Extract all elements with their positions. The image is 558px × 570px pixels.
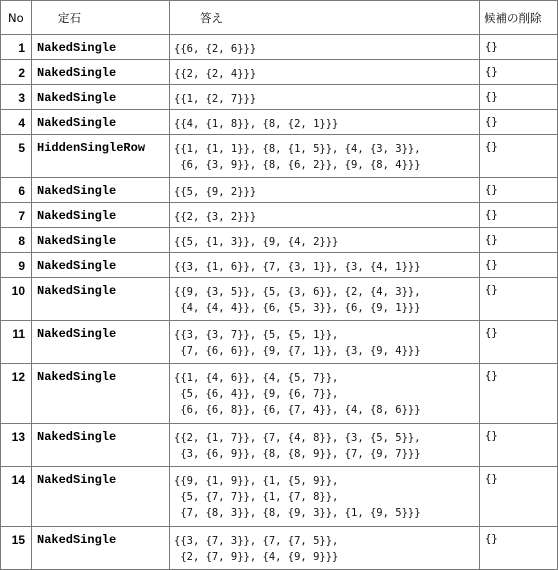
- joseki-name: NakedSingle: [32, 527, 170, 570]
- table-body: [1, 35, 558, 570]
- row-number: 13: [1, 424, 32, 467]
- elimination-cell: {}: [480, 321, 558, 364]
- elimination-cell: {}: [480, 527, 558, 570]
- answer-line: {7, {6, 6}}, {9, {7, 1}}, {3, {9, 4}}}: [174, 345, 421, 357]
- answer-line: {{1, {1, 1}}, {8, {1, 5}}, {4, {3, 3}},: [174, 143, 421, 155]
- answer-line: {{1, {4, 6}}, {4, {5, 7}},: [174, 372, 339, 384]
- row-number: 6: [1, 178, 32, 203]
- answer-line: {6, {6, 8}}, {6, {7, 4}}, {4, {8, 6}}}: [174, 404, 421, 416]
- table-row: [1, 253, 558, 278]
- answer-line: {2, {7, 9}}, {4, {9, 9}}}: [174, 551, 339, 563]
- table-row: [1, 178, 558, 203]
- joseki-name: NakedSingle: [32, 253, 170, 278]
- answer-line: {{3, {1, 6}}, {7, {3, 1}}, {3, {4, 1}}}: [174, 261, 421, 273]
- answer-cell: [170, 424, 480, 467]
- joseki-name: NakedSingle: [32, 424, 170, 467]
- table-row: [1, 60, 558, 85]
- elimination-cell: {}: [480, 364, 558, 424]
- table-row: [1, 203, 558, 228]
- answer-cell: [170, 253, 480, 278]
- row-number: 2: [1, 60, 32, 85]
- table-row: [1, 228, 558, 253]
- answer-cell: [170, 467, 480, 527]
- answer-cell: [170, 321, 480, 364]
- header-elimination: 候補の削除: [480, 1, 558, 35]
- header-joseki: 定石: [32, 1, 170, 35]
- answer-cell: [170, 527, 480, 570]
- answer-cell: [170, 85, 480, 110]
- elimination-cell: {}: [480, 228, 558, 253]
- table-row: [1, 364, 558, 424]
- answer-line: {3, {6, 9}}, {8, {8, 9}}, {7, {9, 7}}}: [174, 448, 421, 460]
- elimination-cell: {}: [480, 135, 558, 178]
- answer-line: {5, {6, 4}}, {9, {6, 7}},: [174, 388, 339, 400]
- row-number: 8: [1, 228, 32, 253]
- table-row: [1, 135, 558, 178]
- answer-cell: [170, 278, 480, 321]
- answer-cell: [170, 135, 480, 178]
- answer-line: {6, {3, 9}}, {8, {6, 2}}, {9, {8, 4}}}: [174, 159, 421, 171]
- row-number: 14: [1, 467, 32, 527]
- answer-line: {4, {4, 4}}, {6, {5, 3}}, {6, {9, 1}}}: [174, 302, 421, 314]
- joseki-name: NakedSingle: [32, 364, 170, 424]
- elimination-cell: {}: [480, 178, 558, 203]
- elimination-cell: {}: [480, 110, 558, 135]
- answer-line: {{2, {2, 4}}}: [174, 68, 257, 80]
- table-row: [1, 278, 558, 321]
- answer-line: {{3, {3, 7}}, {5, {5, 1}},: [174, 329, 339, 341]
- answer-line: {{2, {1, 7}}, {7, {4, 8}}, {3, {5, 5}},: [174, 432, 421, 444]
- header-no: No: [1, 1, 32, 35]
- joseki-name: NakedSingle: [32, 85, 170, 110]
- joseki-name: NakedSingle: [32, 110, 170, 135]
- row-number: 12: [1, 364, 32, 424]
- answer-cell: [170, 35, 480, 60]
- row-number: 11: [1, 321, 32, 364]
- row-number: 10: [1, 278, 32, 321]
- joseki-name: NakedSingle: [32, 278, 170, 321]
- table-row: [1, 527, 558, 570]
- elimination-cell: {}: [480, 35, 558, 60]
- joseki-name: NakedSingle: [32, 321, 170, 364]
- answer-cell: [170, 110, 480, 135]
- elimination-cell: {}: [480, 424, 558, 467]
- joseki-name: NakedSingle: [32, 228, 170, 253]
- elimination-cell: {}: [480, 60, 558, 85]
- row-number: 1: [1, 35, 32, 60]
- header-row: [1, 1, 558, 35]
- elimination-cell: {}: [480, 203, 558, 228]
- answer-line: {{6, {2, 6}}}: [174, 43, 257, 55]
- row-number: 4: [1, 110, 32, 135]
- joseki-name: NakedSingle: [32, 178, 170, 203]
- joseki-name: HiddenSingleRow: [32, 135, 170, 178]
- answer-line: {7, {8, 3}}, {8, {9, 3}}, {1, {9, 5}}}: [174, 507, 421, 519]
- row-number: 15: [1, 527, 32, 570]
- table-row: [1, 321, 558, 364]
- table-row: [1, 110, 558, 135]
- joseki-name: NakedSingle: [32, 35, 170, 60]
- elimination-cell: {}: [480, 85, 558, 110]
- answer-cell: [170, 228, 480, 253]
- elimination-cell: {}: [480, 278, 558, 321]
- header-answer: 答え: [170, 1, 480, 35]
- table-row: [1, 35, 558, 60]
- answer-cell: [170, 178, 480, 203]
- answer-line: {{5, {1, 3}}, {9, {4, 2}}}: [174, 236, 339, 248]
- table-row: [1, 467, 558, 527]
- row-number: 7: [1, 203, 32, 228]
- joseki-name: NakedSingle: [32, 467, 170, 527]
- table-row: [1, 85, 558, 110]
- answer-line: {5, {7, 7}}, {1, {7, 8}},: [174, 491, 339, 503]
- answer-line: {{2, {3, 2}}}: [174, 211, 257, 223]
- row-number: 9: [1, 253, 32, 278]
- row-number: 5: [1, 135, 32, 178]
- answer-cell: [170, 364, 480, 424]
- elimination-cell: {}: [480, 467, 558, 527]
- table-row: [1, 424, 558, 467]
- answer-line: {{4, {1, 8}}, {8, {2, 1}}}: [174, 118, 339, 130]
- answer-line: {{3, {7, 3}}, {7, {7, 5}},: [174, 535, 339, 547]
- answer-cell: [170, 203, 480, 228]
- answer-line: {{9, {3, 5}}, {5, {3, 6}}, {2, {4, 3}},: [174, 286, 421, 298]
- answer-line: {{1, {2, 7}}}: [174, 93, 257, 105]
- joseki-name: NakedSingle: [32, 203, 170, 228]
- answer-cell: [170, 60, 480, 85]
- answer-line: {{9, {1, 9}}, {1, {5, 9}},: [174, 475, 339, 487]
- answer-line: {{5, {9, 2}}}: [174, 186, 257, 198]
- elimination-cell: {}: [480, 253, 558, 278]
- joseki-name: NakedSingle: [32, 60, 170, 85]
- row-number: 3: [1, 85, 32, 110]
